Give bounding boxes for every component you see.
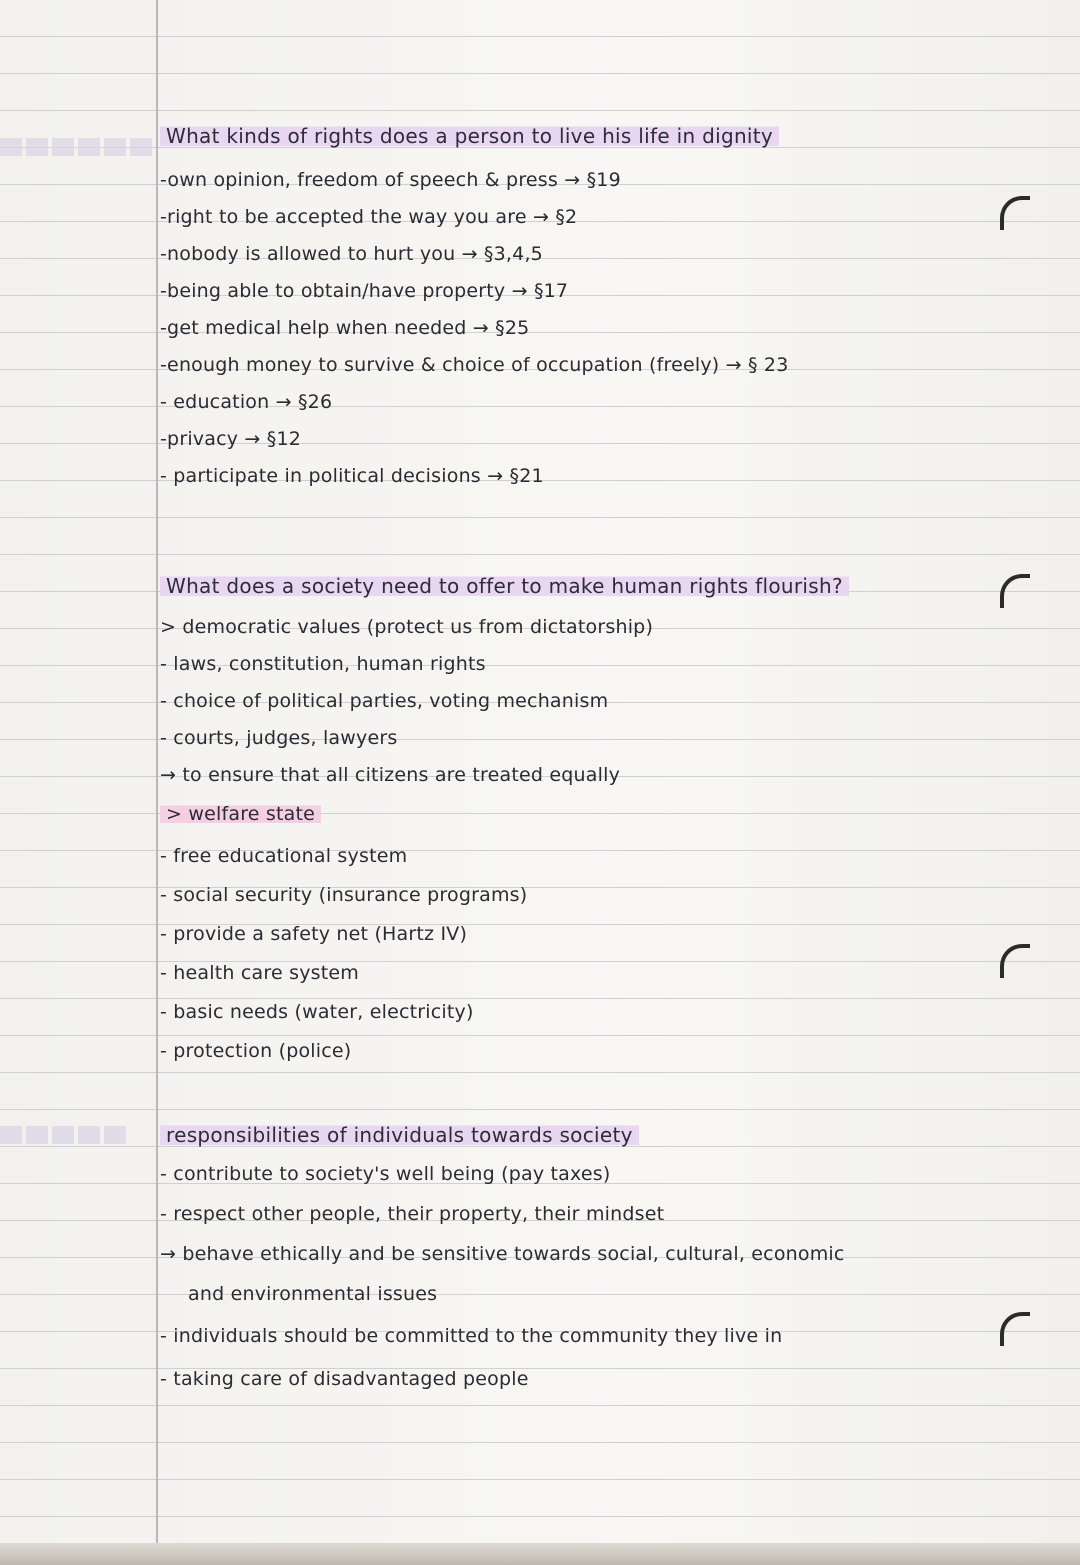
list-item: -get medical help when needed → §25 <box>160 317 530 339</box>
list-item: -privacy → §12 <box>160 428 302 450</box>
list-item: - health care system <box>160 962 359 984</box>
list-item: - taking care of disadvantaged people <box>160 1368 529 1390</box>
section-title-rights <box>160 124 779 148</box>
subheading-welfare-state <box>160 803 321 825</box>
section-title-text: responsibilities of individuals towards society <box>160 1123 639 1147</box>
list-item: -own opinion, freedom of speech & press → §19 <box>160 169 621 191</box>
list-item: -enough money to survive & choice of occupation (freely) → § 23 <box>160 354 789 376</box>
page-edge <box>0 1543 1080 1565</box>
list-item: - individuals should be committed to the community they live in <box>160 1325 783 1347</box>
list-item: -being able to obtain/have property → §17 <box>160 280 569 302</box>
ring-hole-mark <box>1000 196 1030 230</box>
binder-marks <box>0 1126 126 1144</box>
list-item: - contribute to society's well being (pay taxes) <box>160 1163 611 1185</box>
list-item: - education → §26 <box>160 391 333 413</box>
list-item: - choice of political parties, voting mechanism <box>160 690 609 712</box>
list-item: - protection (police) <box>160 1040 352 1062</box>
list-item-continuation: and environmental issues <box>188 1283 438 1305</box>
section-title-text: What does a society need to offer to make human rights flourish? <box>160 574 849 598</box>
list-item: - respect other people, their property, their mindset <box>160 1203 665 1225</box>
subheading-democratic-values: > democratic values (protect us from dictatorship) <box>160 616 654 638</box>
list-item: -nobody is allowed to hurt you → §3,4,5 <box>160 243 543 265</box>
list-item: - participate in political decisions → §21 <box>160 465 544 487</box>
subheading-text: > welfare state <box>160 803 321 825</box>
ring-hole-mark <box>1000 574 1030 608</box>
list-item: → to ensure that all citizens are treated equally <box>160 764 621 786</box>
ring-hole-mark <box>1000 1312 1030 1346</box>
list-item: - basic needs (water, electricity) <box>160 1001 474 1023</box>
section-title-society <box>160 574 849 598</box>
ring-hole-mark <box>1000 944 1030 978</box>
list-item: - social security (insurance programs) <box>160 884 528 906</box>
section-title-text: What kinds of rights does a person to live his life in dignity <box>160 124 779 148</box>
margin-line <box>156 0 158 1545</box>
list-item: -right to be accepted the way you are → §2 <box>160 206 578 228</box>
binder-marks <box>0 138 152 156</box>
list-item: - courts, judges, lawyers <box>160 727 398 749</box>
list-item: - provide a safety net (Hartz IV) <box>160 923 468 945</box>
list-item: - laws, constitution, human rights <box>160 653 486 675</box>
list-item: - free educational system <box>160 845 408 867</box>
list-item: → behave ethically and be sensitive towards social, cultural, economic <box>160 1243 845 1265</box>
section-title-responsibilities <box>160 1123 639 1147</box>
